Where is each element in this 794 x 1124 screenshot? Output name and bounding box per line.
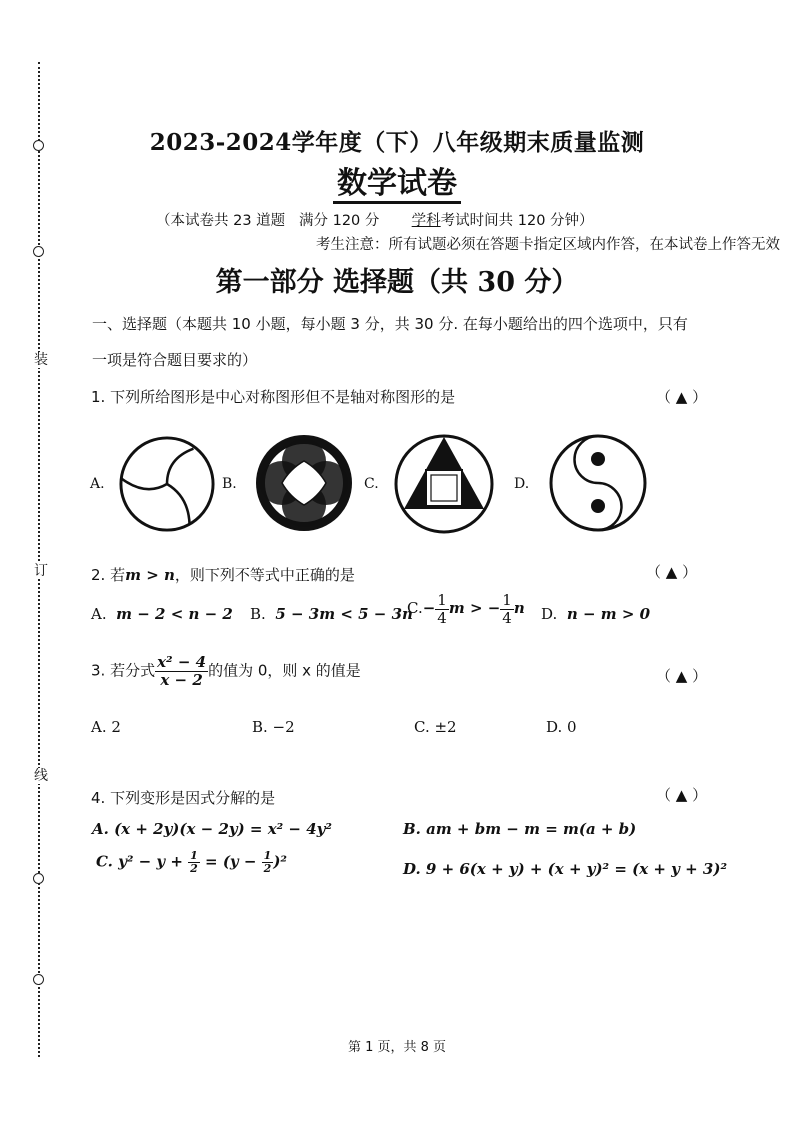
exam-title: 2023-2024学年度（下）八年级期末质量监测 bbox=[149, 129, 645, 156]
question-2-suffix: ，则下列不等式中正确的是 bbox=[174, 566, 355, 584]
question-3-option-b: B. −2 bbox=[252, 718, 295, 736]
fraction-denominator: 4 bbox=[437, 608, 447, 627]
option-expr-end: )² bbox=[273, 852, 287, 871]
option-label: A. bbox=[91, 605, 107, 623]
option-expr-start: C. y² − y + bbox=[96, 852, 189, 871]
figure-d-yinyang bbox=[548, 433, 648, 533]
page-footer: 第 1 页，共 8 页 bbox=[347, 1040, 447, 1055]
fraction-denominator: 2 bbox=[263, 862, 272, 876]
exam-info bbox=[156, 209, 594, 230]
question-4-option-d: D. 9 + 6(x + y) + (x + y)² = (x + y + 3)² bbox=[403, 860, 728, 878]
question-2-option-d bbox=[541, 605, 650, 623]
subject-title-wrap bbox=[0, 166, 794, 202]
binding-char-ding: 订 bbox=[34, 563, 48, 579]
fraction bbox=[262, 850, 274, 875]
question-2-prefix: 2. 若 bbox=[91, 566, 126, 584]
fraction-denominator: 2 bbox=[190, 862, 198, 876]
option-expr: n − m > 0 bbox=[566, 605, 651, 623]
binding-char-xian: 线 bbox=[34, 768, 48, 784]
fraction-numerator: 1 bbox=[437, 591, 447, 609]
fraction-numerator: 1 bbox=[502, 591, 512, 609]
option-label: B. bbox=[250, 605, 266, 623]
part-title: 第一部分 选择题（共 30 分） bbox=[215, 267, 579, 298]
fraction bbox=[188, 850, 200, 875]
subject-title: 数学试卷 bbox=[333, 166, 461, 204]
option-expr-mid: = (y − bbox=[199, 852, 262, 871]
question-3-prefix: 3. 若分式 bbox=[91, 661, 156, 680]
figure-c-triangle-square bbox=[393, 433, 495, 535]
question-1-stem: 1. 下列所给图形是中心对称图形但不是轴对称图形的是 bbox=[91, 388, 456, 406]
option-expr: m − 2 < n − 2 bbox=[116, 605, 233, 623]
option-expr-end: n bbox=[513, 599, 525, 617]
figure-b-flower bbox=[252, 431, 356, 535]
answer-mark: （ ▲ ） bbox=[656, 667, 708, 685]
option-label: D. bbox=[541, 605, 558, 623]
fraction-denominator: 4 bbox=[502, 608, 512, 627]
fraction-numerator: 1 bbox=[263, 849, 272, 862]
figure-label-c: C. bbox=[364, 476, 379, 492]
binding-char-zhuang: 装 bbox=[34, 352, 48, 368]
question-2-option-c bbox=[407, 592, 525, 626]
section-instructions-line1: 一、选择题（本题共 10 小题，每小题 3 分，共 30 分. 在每小题给出的四个选项中，只有 bbox=[92, 315, 688, 333]
answer-mark: （ ▲ ） bbox=[656, 786, 708, 804]
question-2-option-b bbox=[250, 605, 413, 623]
question-2-option-a bbox=[91, 605, 233, 623]
figure-label-b: B. bbox=[222, 476, 237, 492]
figure-a-swirl bbox=[118, 435, 216, 533]
section-instructions-line2: 一项是符合题目要求的） bbox=[92, 351, 258, 369]
binding-dotted-line bbox=[38, 62, 40, 1057]
question-4-stem: 4. 下列变形是因式分解的是 bbox=[91, 789, 276, 807]
fraction-denominator: x − 2 bbox=[160, 670, 203, 689]
question-4-option-a: A. (x + 2y)(x − 2y) = x² − 4y² bbox=[92, 820, 332, 838]
question-3-stem bbox=[91, 654, 361, 688]
binding-hole bbox=[33, 246, 44, 257]
option-label: C. bbox=[407, 599, 423, 617]
option-sign: − bbox=[422, 599, 436, 617]
question-3-option-d: D. 0 bbox=[546, 718, 577, 736]
question-3-suffix: 的值为 0，则 x 的值是 bbox=[208, 661, 361, 680]
exam-notice: 考生注意：所有试题必须在答题卡指定区域内作答，在本试卷上作答无效 bbox=[316, 237, 780, 253]
question-3-option-c: C. ±2 bbox=[414, 718, 457, 736]
question-3-option-a: A. 2 bbox=[91, 718, 121, 736]
fraction bbox=[435, 592, 449, 626]
figure-label-a: A. bbox=[90, 476, 105, 492]
fraction bbox=[500, 592, 514, 626]
answer-mark: （ ▲ ） bbox=[646, 563, 698, 581]
question-4-option-b: B. am + bm − m = m(a + b) bbox=[403, 820, 637, 838]
exam-info-before: （本试卷共 23 道题 满分 120 分 bbox=[156, 213, 412, 229]
exam-info-after: 考试时间共 120 分钟） bbox=[440, 213, 594, 229]
question-3-fraction bbox=[155, 654, 208, 688]
figure-label-d: D. bbox=[514, 476, 530, 492]
answer-mark: （ ▲ ） bbox=[656, 388, 708, 406]
option-expr: 5 − 3m < 5 − 3n bbox=[275, 605, 413, 623]
fraction-numerator: x² − 4 bbox=[157, 653, 207, 671]
fraction-numerator: 1 bbox=[190, 849, 198, 862]
question-4-option-c bbox=[96, 850, 287, 875]
option-expr-mid: m > − bbox=[448, 599, 501, 617]
question-2-condition: m > n bbox=[125, 566, 175, 584]
question-2-stem bbox=[91, 564, 355, 585]
binding-hole bbox=[33, 974, 44, 985]
binding-hole bbox=[33, 873, 44, 884]
exam-info-underlined: 学科 bbox=[411, 213, 441, 229]
